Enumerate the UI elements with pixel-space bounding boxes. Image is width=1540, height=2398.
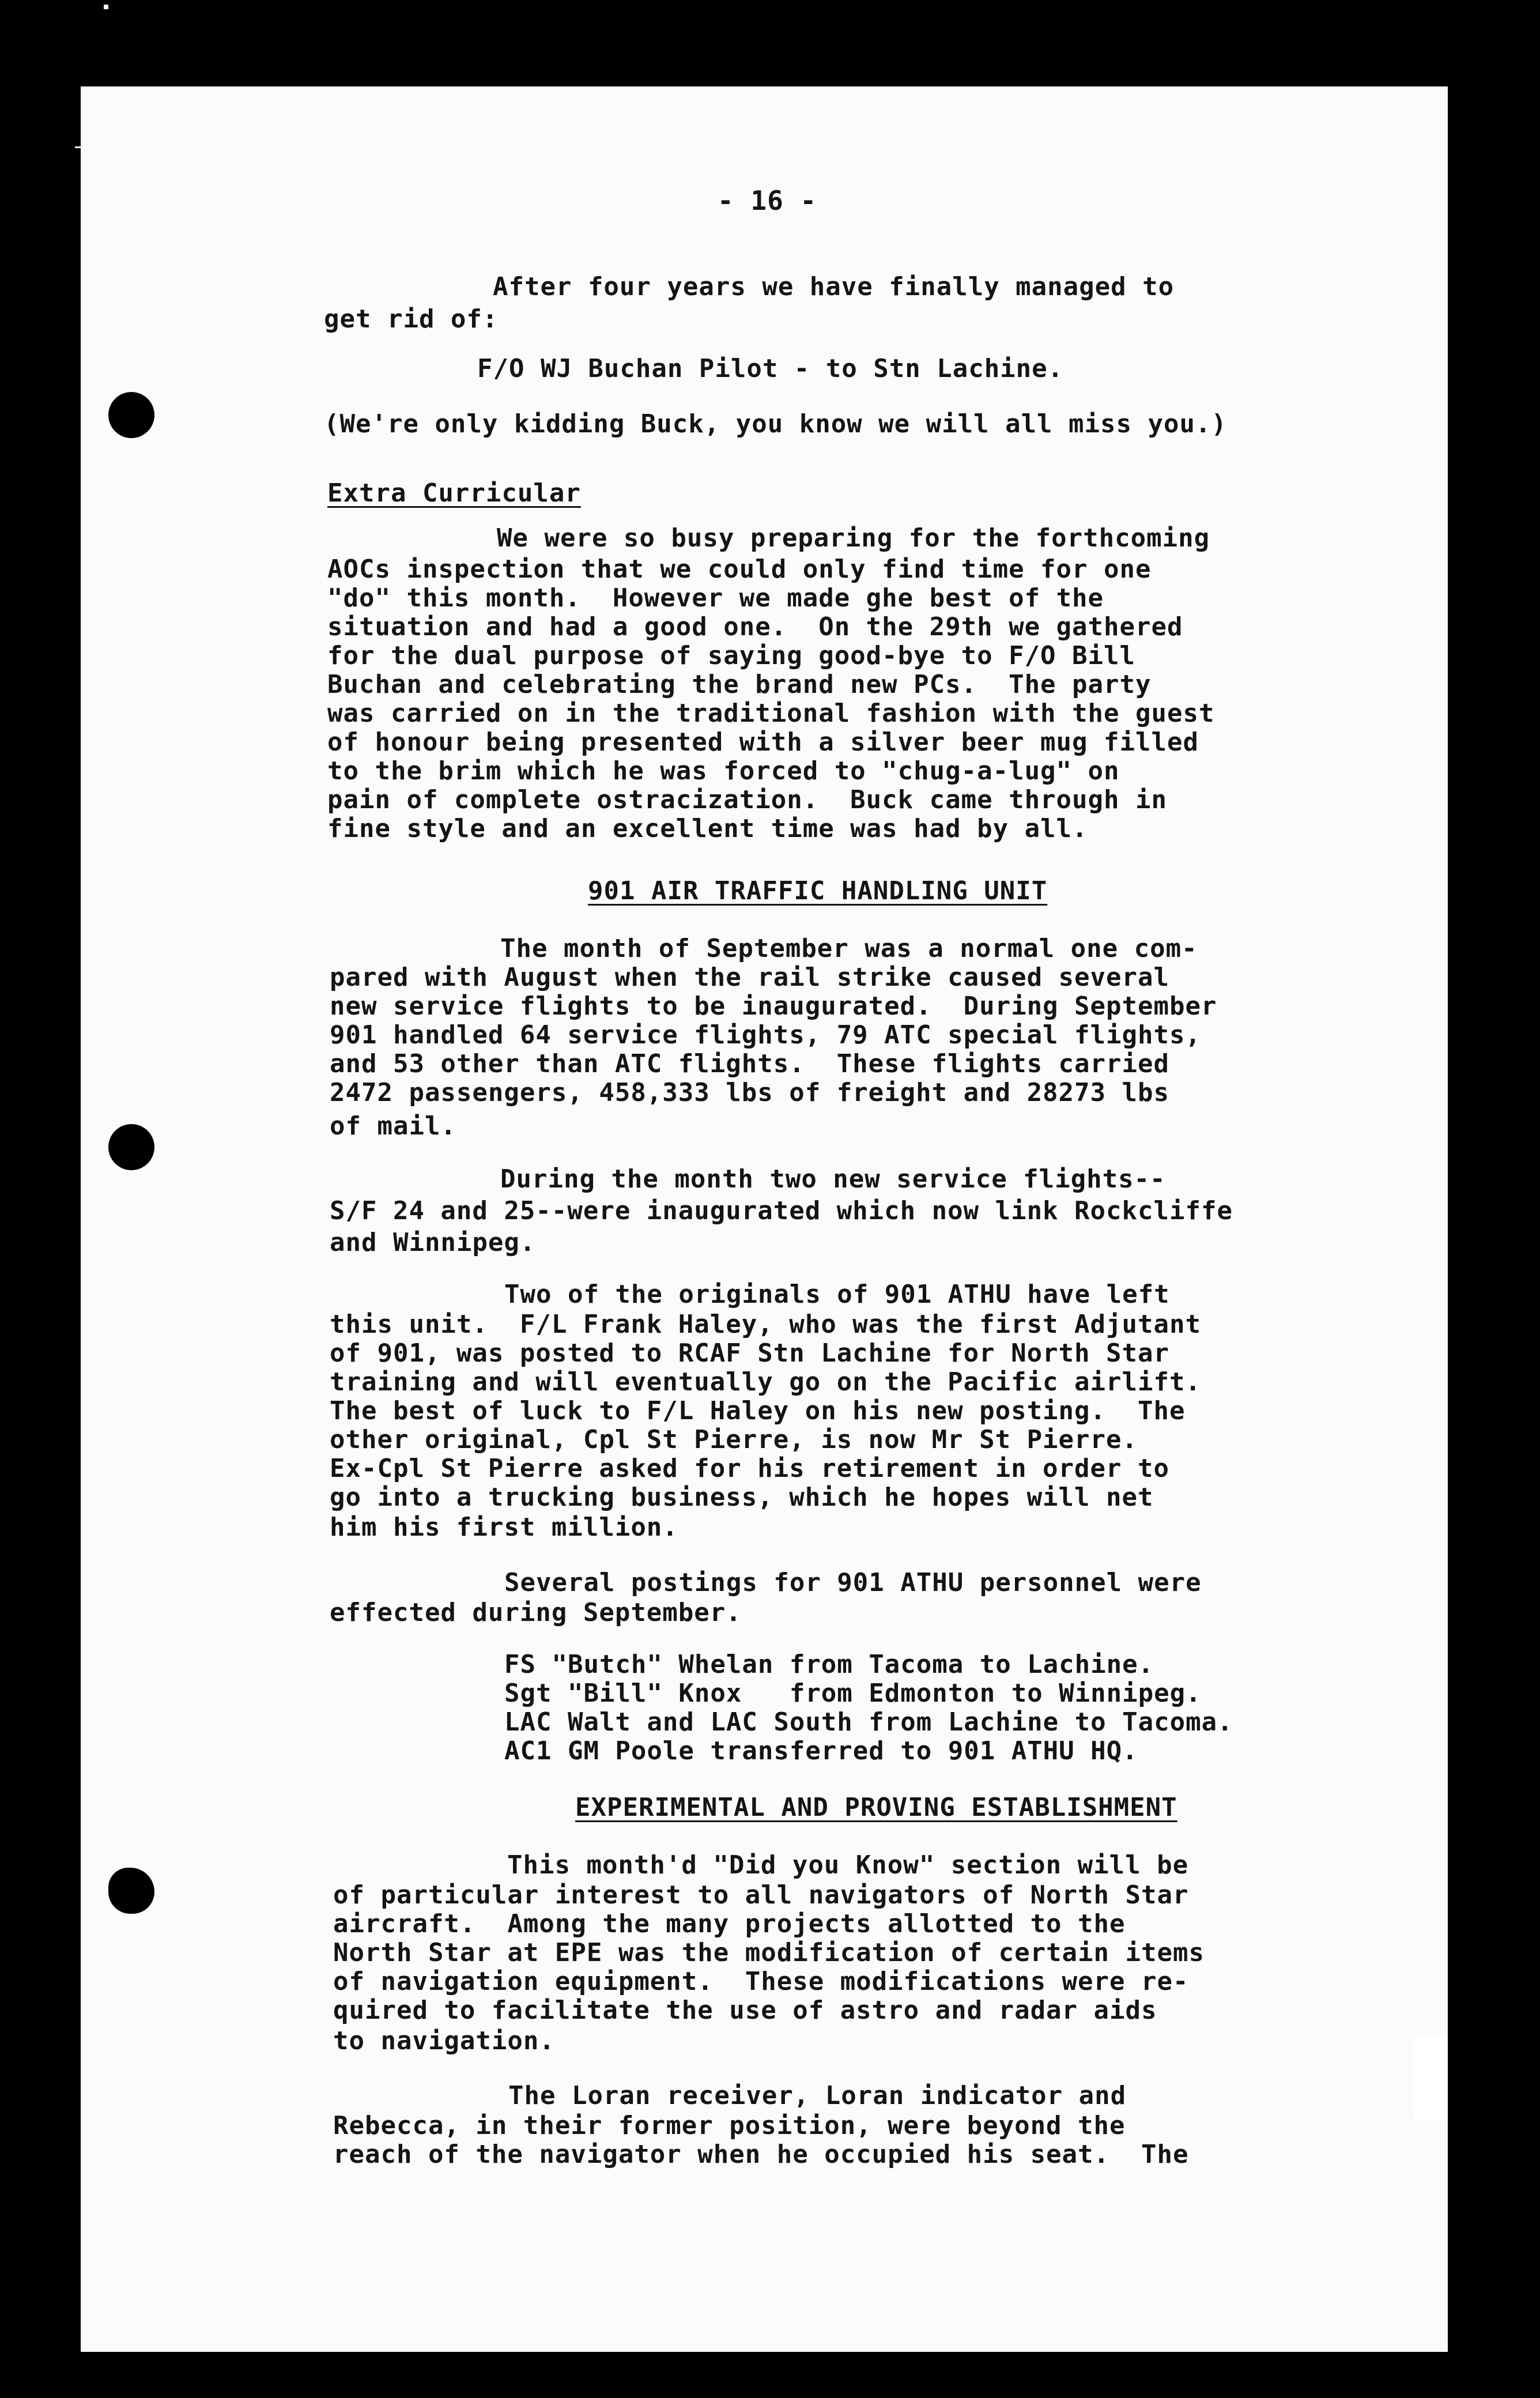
scan-speck xyxy=(75,146,98,148)
paragraph-line: Ex-Cpl St Pierre asked for his retirement in order to xyxy=(330,1454,1169,1483)
paragraph-line: During the month two new service flights-- xyxy=(500,1164,1166,1194)
paragraph-line: reach of the navigator when he occupied his seat. The xyxy=(333,2140,1189,2169)
paragraph-line: The best of luck to F/L Haley on his new posting. The xyxy=(330,1396,1186,1426)
section-heading: 901 AIR TRAFFIC HANDLING UNIT xyxy=(588,876,1048,906)
page-tab xyxy=(1413,2035,1448,2121)
paragraph-line: of particular interest to all navigators of North Star xyxy=(333,1880,1189,1910)
paragraph-line: of 901, was posted to RCAF Stn Lachine for North Star xyxy=(330,1338,1169,1368)
paragraph-line: of mail. xyxy=(330,1111,456,1141)
posting-line: Sgt "Bill" Knox from Edmonton to Winnipeg. xyxy=(504,1679,1202,1708)
scan-speck xyxy=(104,5,108,9)
binder-hole xyxy=(108,392,154,438)
paragraph-line: new service flights to be inaugurated. During September xyxy=(330,991,1217,1021)
paragraph-line: North Star at EPE was the modification of certain items xyxy=(333,1938,1205,1967)
posting-line: LAC Walt and LAC South from Lachine to Tacoma. xyxy=(504,1707,1233,1737)
section-heading: Extra Curricular xyxy=(327,478,581,508)
paragraph-line: quired to facilitate the use of astro and radar aids xyxy=(333,1996,1157,2025)
posting-line: AC1 GM Poole transferred to 901 ATHU HQ. xyxy=(504,1736,1138,1766)
paragraph-line: other original, Cpl St Pierre, is now Mr St Pierre. xyxy=(330,1425,1138,1454)
paragraph-line: to navigation. xyxy=(333,2026,555,2056)
paragraph-line: The month of September was a normal one com- xyxy=(500,934,1198,963)
page-number: - 16 - xyxy=(718,185,817,216)
scan-speck xyxy=(127,154,130,158)
paragraph-line: Rebecca, in their former position, were beyond the xyxy=(333,2111,1126,2140)
paragraph-line: Several postings for 901 ATHU personnel were xyxy=(504,1568,1202,1597)
paragraph-line: AOCs inspection that we could only find time for one xyxy=(327,555,1152,584)
paragraph-line: this unit. F/L Frank Haley, who was the first Adjutant xyxy=(330,1310,1201,1339)
paragraph-line: 2472 passengers, 458,333 lbs of freight and 28273 lbs xyxy=(330,1078,1169,1107)
paragraph-line: Buchan and celebrating the brand new PCs. The party xyxy=(327,670,1152,699)
posting-line: F/O WJ Buchan Pilot - to Stn Lachine. xyxy=(477,354,1064,383)
paragraph-line: The Loran receiver, Loran indicator and xyxy=(508,2081,1127,2110)
binder-hole xyxy=(108,1868,154,1914)
paragraph-line: This month'd "Did you Know" section will be xyxy=(507,1850,1189,1880)
paragraph-line: for the dual purpose of saying good-bye to F/O Bill xyxy=(327,641,1136,670)
paragraph-line: go into a trucking business, which he hopes will net xyxy=(330,1483,1154,1512)
paragraph-line: training and will eventually go on the Pacific airlift. xyxy=(330,1367,1201,1397)
paragraph-line: was carried on in the traditional fashion with the guest xyxy=(327,699,1215,728)
intro-line: get rid of: xyxy=(324,304,499,334)
section-heading: EXPERIMENTAL AND PROVING ESTABLISHMENT xyxy=(575,1793,1177,1822)
paragraph-line: and Winnipeg. xyxy=(330,1228,536,1257)
paragraph-line: 901 handled 64 service flights, 79 ATC special flights, xyxy=(330,1020,1201,1050)
paragraph-line: S/F 24 and 25--were inaugurated which now link Rockcliffe xyxy=(330,1196,1233,1226)
paragraph-line: to the brim which he was forced to "chug-a-lug" on xyxy=(327,756,1120,786)
paragraph-line: pain of complete ostracization. Buck came through in xyxy=(327,785,1167,815)
paragraph-line: Two of the originals of 901 ATHU have left xyxy=(504,1280,1170,1309)
document-page xyxy=(81,86,1448,2352)
paragraph-line: fine style and an excellent time was had by all. xyxy=(327,814,1088,843)
aside-line: (We're only kidding Buck, you know we will all miss you.) xyxy=(324,409,1227,439)
intro-line: After four years we have finally managed to xyxy=(493,272,1175,301)
paragraph-line: and 53 other than ATC flights. These flights carried xyxy=(330,1049,1169,1079)
binder-hole xyxy=(108,1124,154,1170)
paragraph-line: of navigation equipment. These modifications were re- xyxy=(333,1967,1189,1996)
posting-line: FS "Butch" Whelan from Tacoma to Lachine. xyxy=(504,1650,1154,1679)
paragraph-line: effected during September. xyxy=(330,1598,742,1627)
paragraph-line: pared with August when the rail strike caused several xyxy=(330,963,1169,992)
paragraph-line: We were so busy preparing for the forthcoming xyxy=(497,523,1210,553)
paragraph-line: of honour being presented with a silver beer mug filled xyxy=(327,727,1199,757)
paragraph-line: situation and had a good one. On the 29th we gathered xyxy=(327,612,1183,642)
paragraph-line: aircraft. Among the many projects allotted to the xyxy=(333,1909,1126,1939)
paragraph-line: him his first million. xyxy=(330,1513,678,1542)
paragraph-line: "do" this month. However we made ghe best of the xyxy=(327,583,1104,613)
